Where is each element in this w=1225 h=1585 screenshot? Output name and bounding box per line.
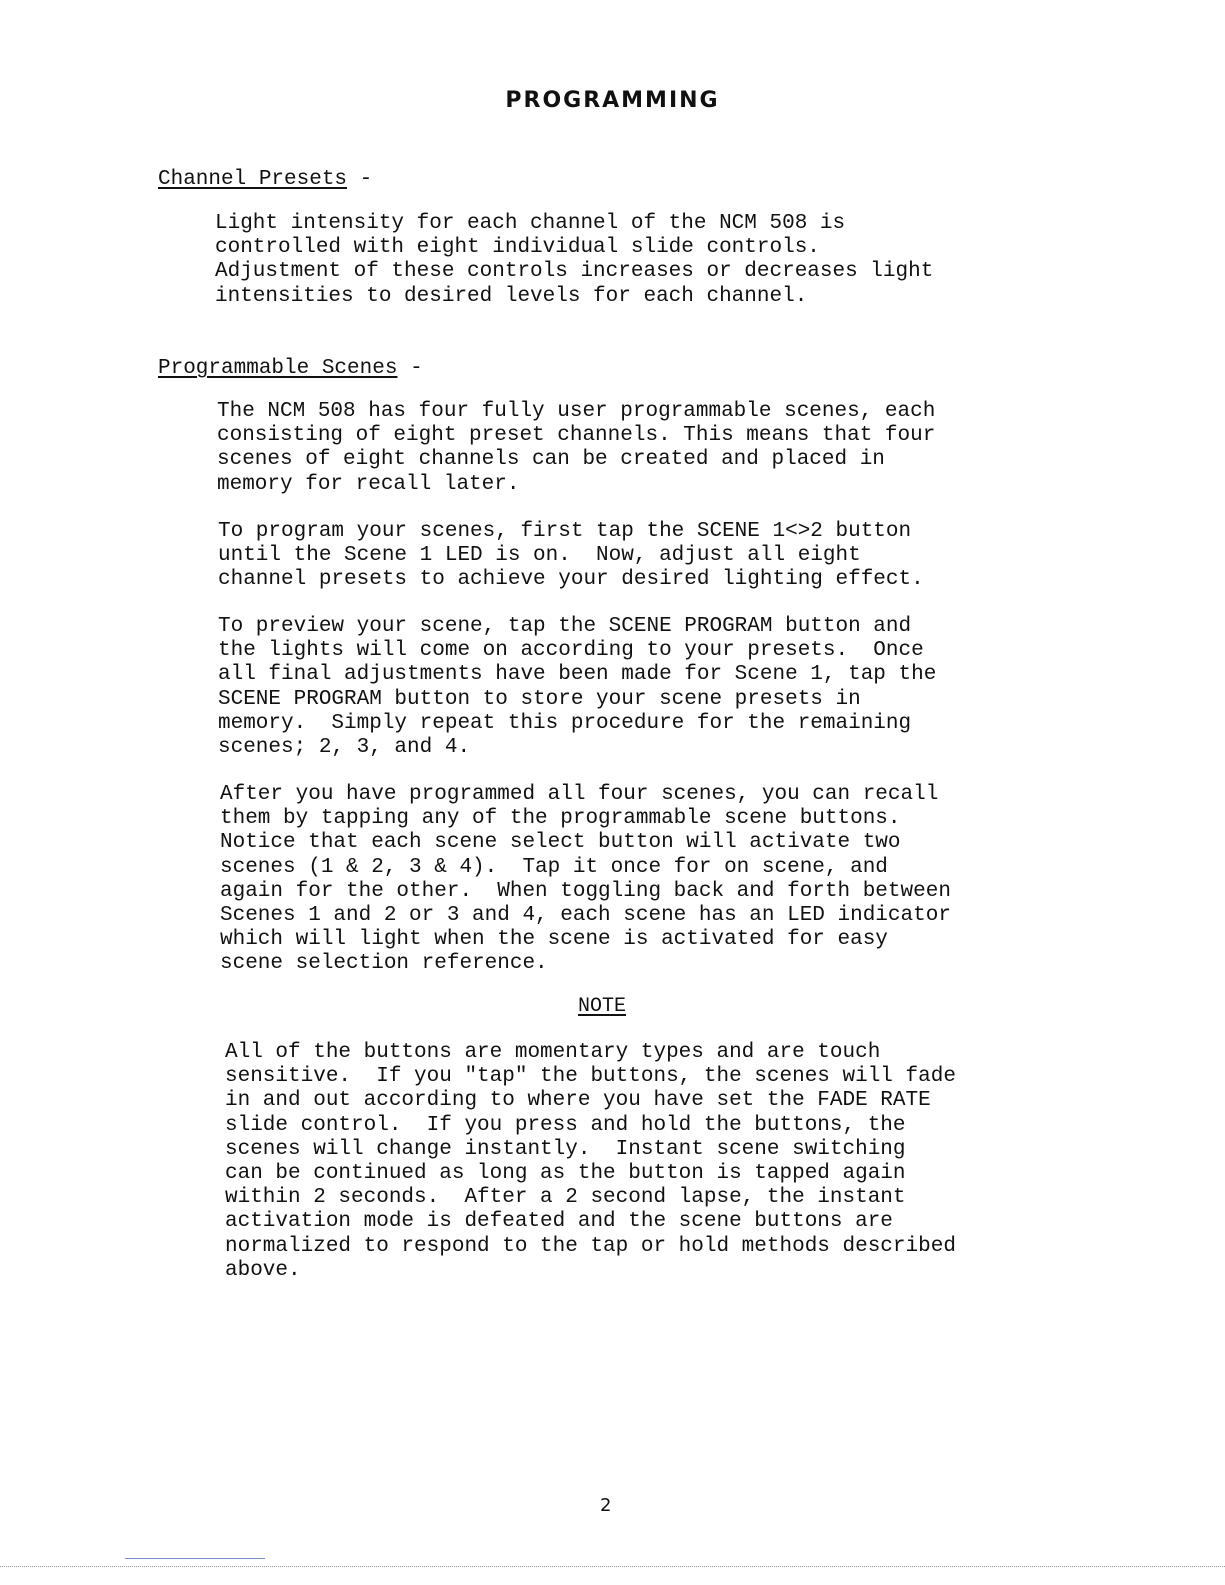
note-paragraph: All of the buttons are momentary types and are touch sensitive. If you "tap" the buttons, the scenes will fade in and out according to where you have set the FADE RATE slide control. If you press and hold the buttons, the scenes will change instantly. Instant scene switching can be continued as long as the button is tapped again within 2 seconds. After a 2 second lapse, the instant activation mode is defeated and the scene buttons are normalized to respond to the tap or hold methods described above. — [225, 1041, 956, 1282]
scan-edge-line — [0, 1566, 1225, 1567]
programmable-scenes-heading-text: Programmable Scenes — [158, 357, 398, 380]
scenes-paragraph-3: To preview your scene, tap the SCENE PROGRAM button and the lights will come on according to your presets. Once all final adjustments have been made for Scene 1, tap the SCENE PROGRAM button to store your scene presets in memory. Simply repeat this procedure for the remaining scenes; 2, 3, and 4. — [218, 615, 937, 760]
channel-presets-heading-text: Channel Presets — [158, 168, 348, 191]
footer-rule — [125, 1558, 265, 1559]
scenes-paragraph-1: The NCM 508 has four fully user programmable scenes, each consisting of eight preset channels. This means that four scenes of eight channels can be created and placed in memory for recall later. — [217, 400, 936, 496]
programmable-scenes-heading-dash: - — [410, 357, 423, 380]
channel-presets-paragraph: Light intensity for each channel of the NCM 508 is controlled with eight individual slide controls. Adjustment of these controls increases or decreases light intensities to desired levels for each channel. — [215, 212, 934, 308]
scenes-paragraph-2: To program your scenes, first tap the SCENE 1<>2 button until the Scene 1 LED is on. Now, adjust all eight channel presets to achieve your desired lighting effect. — [218, 520, 924, 592]
scenes-paragraph-4: After you have programmed all four scenes, you can recall them by tapping any of the programmable scene buttons. Notice that each scene select button will activate two scenes (1 & 2, 3 & 4). Tap it once for on scene, and again for the other. When toggling back and forth between Scenes 1 and 2 or 3 and 4, each scene has an LED indicator which will light when the scene is activated for easy scene selection reference. — [220, 783, 951, 976]
channel-presets-heading — [158, 168, 372, 191]
page-number: 2 — [600, 1495, 612, 1516]
programmable-scenes-heading — [158, 357, 423, 380]
note-heading: NOTE — [578, 995, 627, 1018]
page-title: PROGRAMMING — [505, 88, 720, 113]
channel-presets-heading-dash: - — [359, 168, 373, 191]
